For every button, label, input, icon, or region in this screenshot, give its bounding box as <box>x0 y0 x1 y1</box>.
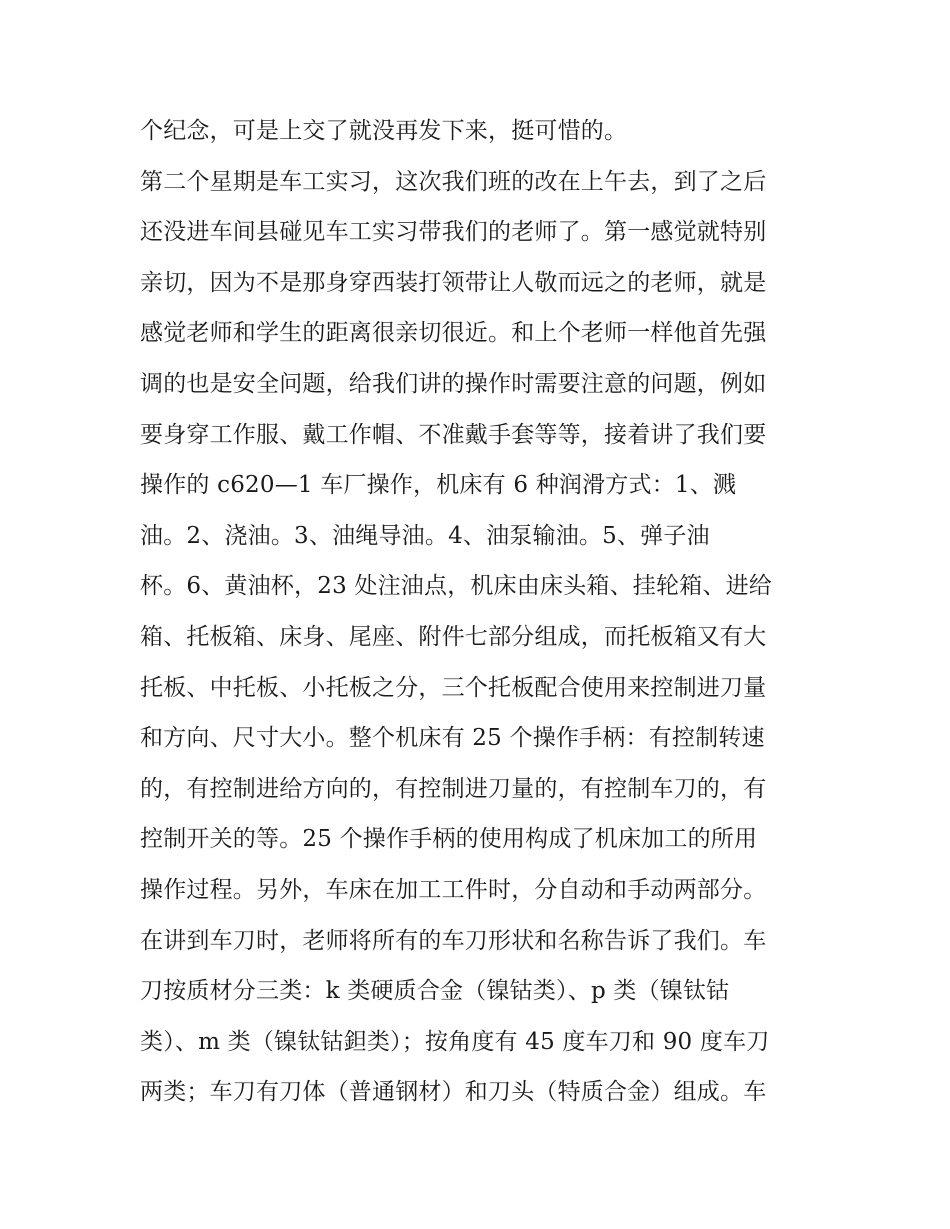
text-line: 油。2、浇油。3、油绳导油。4、油泵输油。5、弹子油 <box>140 522 710 549</box>
text-line: 两类；车刀有刀体（普通钢材）和刀头（特质合金）组成。车 <box>140 1079 767 1106</box>
text-line: 刀按质材分三类：k 类硬质合金（镍钴类）、p 类（镍钛钴 <box>140 978 730 1005</box>
text-line: 类）、m 类（镍钛钴鉭类）；按角度有 45 度车刀和 90 度车刀 <box>140 1028 770 1055</box>
text-line: 调的也是安全问题，给我们讲的操作时需要注意的问题，例如 <box>140 370 767 397</box>
text-line: 操作的 c620—1 车厂操作，机床有 6 种润滑方式：1、溅 <box>140 472 737 499</box>
text-line: 要身穿工作服、戴工作帽、不准戴手套等等，接着讲了我们要 <box>140 421 767 448</box>
text-line: 还没进车间县碰见车工实习带我们的老师了。第一感觉就特别 <box>140 219 767 246</box>
text-line: 第二个星期是车工实习，这次我们班的改在上午去，到了之后 <box>140 168 767 195</box>
text-line: 和方向、尺寸大小。整个机床有 25 个操作手柄：有控制转速 <box>140 725 765 752</box>
text-line: 杯。6、黄油杯，23 处注油点，机床由床头箱、挂轮箱、进给 <box>140 573 773 600</box>
text-line: 亲切，因为不是那身穿西装打领带让人敬而远之的老师，就是 <box>140 269 767 296</box>
text-line: 的，有控制进给方向的，有控制进刀量的，有控制车刀的，有 <box>140 775 767 802</box>
text-line: 箱、托板箱、床身、尾座、附件七部分组成，而托板箱又有大 <box>140 623 767 650</box>
text-line: 感觉老师和学生的距离很亲切很近。和上个老师一样他首先强 <box>140 320 767 347</box>
text-line: 在讲到车刀时，老师将所有的车刀形状和名称告诉了我们。车 <box>140 927 767 954</box>
text-line: 控制开关的等。25 个操作手柄的使用构成了机床加工的所用 <box>140 826 758 853</box>
text-line: 个纪念，可是上交了就没再发下来，挺可惜的。 <box>140 118 628 144</box>
body-text <box>140 106 830 1118</box>
text-line: 托板、中托板、小托板之分，三个托板配合使用来控制进刀量 <box>140 674 767 701</box>
text-line: 操作过程。另外，车床在加工工件时，分自动和手动两部分。 <box>140 876 767 903</box>
